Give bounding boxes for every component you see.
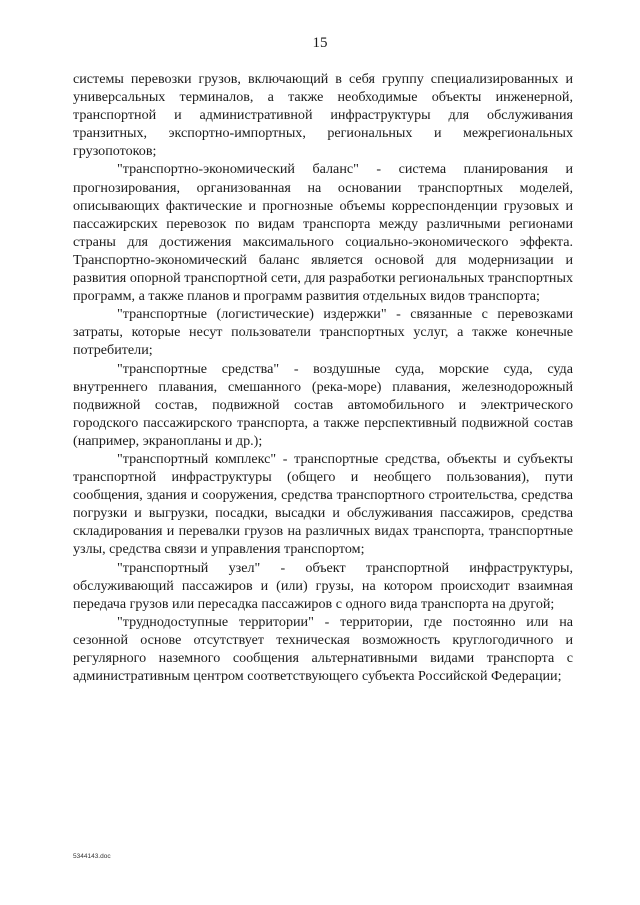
paragraph-transport-logistic-costs: "транспортные (логистические) издержки" - связанные с перевозками затраты, которые несут пользователи транспортных услуг, а также конечные потребители;: [73, 306, 573, 359]
paragraph-transport-economic-balance: "транспортно-экономический баланс" - система планирования и прогнозирования, организованная на основании транспортных моделей, описывающих фактические и прогнозные объемы корреспонденции грузовых и пассажирских перевозок по видам транспорта между различными регионами страны для достижения максимального социально-экономического эффекта. Транспортно-экономический баланс является основой для модернизации и развития опорной транспортной сети, для разработки региональных транспортных программ, а также планов и программ развития отдельных видов транспорта;: [73, 161, 573, 305]
paragraph-remote-territories: "труднодоступные территории" - территории, где постоянно или на сезонной основе отсутствует техническая возможность круглогодичного и регулярного наземного сообщения альтернативными видами транспорта с административным центром соответствующего субъекта Российской Федерации;: [73, 613, 573, 685]
document-body: [73, 70, 573, 685]
paragraph-transport-hub: "транспортный узел" - объект транспортной инфраструктуры, обслуживающий пассажиров и (или) грузы, на котором происходит взаимная передача грузов или пересадка пассажиров с одного вида транспорта на другой;: [73, 559, 573, 612]
page-number: 15: [312, 35, 328, 51]
paragraph-transport-vehicles: "транспортные средства" - воздушные суда, морские суда, суда внутреннего плавания, смешанного (река-море) плавания, железнодорожный подвижной состав, подвижной состав автомобильного и электрического городского пассажирского транспорта, а также перспективный подвижной состав (например, экранопланы и др.);: [73, 360, 573, 449]
paragraph-transport-complex: "транспортный комплекс" - транспортные средства, объекты и субъекты транспортной инфраструктуры (общего и необщего пользования), пути сообщения, здания и сооружения, средства транспортного строительства, средства погрузки и выгрузки, посадки, высадки и обслуживания пассажиров, средства складирования и перевалки грузов на различных видах транспорта, транспортные узлы, средства связи и управления транспортом;: [73, 450, 573, 558]
file-reference: 5344143.doc: [73, 853, 111, 860]
paragraph-continuation: системы перевозки грузов, включающий в себя группу специализированных и универсальных терминалов, а также необходимые объекты инженерной, транспортной и административной инфраструктуры для обслуживания транзитных, экспортно-импортных, региональных и межрегиональных грузопотоков;: [73, 71, 573, 160]
